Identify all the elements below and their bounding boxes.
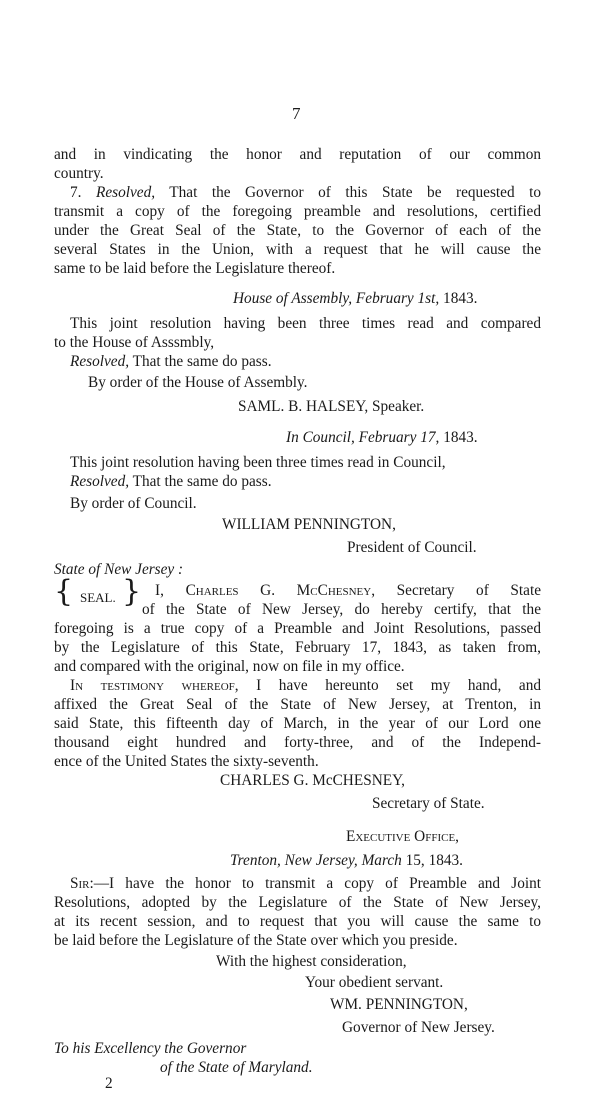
resolution-7-line-5: same to be laid before the Legislature thereof. bbox=[54, 260, 336, 277]
assembly-dateline bbox=[233, 289, 477, 308]
council-resolved-text: That the same do pass. bbox=[132, 473, 272, 490]
signature-mark: 2 bbox=[105, 1075, 113, 1092]
letter-closing-1: With the highest consideration, bbox=[216, 953, 407, 970]
testimony-phrase: In testimony whereof, bbox=[70, 677, 239, 694]
resolution-7-line-3: under the Great Seal of the State, to the Governor of each of the bbox=[54, 222, 541, 239]
council-order: By order of Council. bbox=[70, 495, 197, 512]
executive-office: Executive Office, bbox=[346, 828, 459, 845]
letter-dateline-text: Trenton, New Jersey, March bbox=[230, 852, 402, 869]
council-resolved bbox=[70, 472, 272, 491]
continuation-line-1: and in vindicating the honor and reputation of our common bbox=[54, 146, 541, 163]
letter-line-1 bbox=[70, 874, 541, 893]
page-number: 7 bbox=[292, 104, 301, 123]
letter-signer: WM. PENNINGTON, bbox=[330, 996, 468, 1013]
letter-line-4: be laid before the Legislature of the State over which you preside. bbox=[54, 932, 458, 949]
assembly-resolved bbox=[70, 352, 272, 371]
assembly-line-1: This joint resolution having been three times read and compared bbox=[70, 315, 541, 332]
certificate-line-3: foregoing is a true copy of a Preamble and Joint Resolutions, passed bbox=[54, 620, 541, 637]
seal-label: SEAL. bbox=[80, 590, 116, 605]
resolved-word: Resolved, bbox=[70, 353, 130, 370]
council-line-1: This joint resolution having been three times read in Council, bbox=[70, 454, 446, 471]
certificate-line-9: thousand eight hundred and forty-three, and of the Independ- bbox=[54, 734, 541, 751]
certificate-signer: CHARLES G. McCHESNEY, bbox=[220, 772, 405, 789]
council-year: 1843. bbox=[443, 429, 478, 446]
certificate-line-10: ence of the United States the sixty-seventh. bbox=[54, 753, 319, 770]
council-signer-title: President of Council. bbox=[347, 539, 477, 556]
resolved-word: Resolved, bbox=[96, 184, 156, 201]
certificate-state: State of New Jersey : bbox=[54, 561, 184, 578]
certificate-line-6-rest: I have hereunto set my hand, and bbox=[256, 677, 541, 694]
certificate-line-6 bbox=[70, 676, 541, 695]
letter-line-3: at its recent session, and to request that you will cause the same to bbox=[54, 913, 541, 930]
letter-date-rest: 15, 1843. bbox=[405, 852, 463, 869]
certificate-line-8: said State, this fifteenth day of March, in the year of our Lord one bbox=[54, 715, 541, 732]
certificate-line-2: of the State of New Jersey, do hereby certify, that the bbox=[142, 601, 541, 618]
council-signer: WILLIAM PENNINGTON, bbox=[222, 516, 396, 533]
certificate-line-5: and compared with the original, now on file in my office. bbox=[54, 658, 405, 675]
certificate-line-1 bbox=[155, 581, 541, 600]
certificate-name: Charles G. McChesney, bbox=[185, 582, 376, 599]
letter-signer-title: Governor of New Jersey. bbox=[342, 1019, 495, 1036]
addressee-line-2: of the State of Maryland. bbox=[160, 1059, 313, 1076]
assembly-dateline-text: House of Assembly, February 1st, bbox=[233, 290, 440, 307]
letter-dateline bbox=[230, 851, 463, 870]
assembly-year: 1843. bbox=[443, 290, 478, 307]
assembly-resolved-text: That the same do pass. bbox=[132, 353, 272, 370]
assembly-line-2: to the House of Asssmbly, bbox=[54, 334, 215, 351]
certificate-line-1-rest: Secretary of State bbox=[396, 582, 542, 599]
resolution-7-text: That the Governor of this State be requested to bbox=[169, 184, 542, 201]
resolution-number: 7. bbox=[70, 184, 82, 201]
letter-closing-2: Your obedient servant. bbox=[305, 974, 444, 991]
certificate-i: I, bbox=[155, 582, 164, 599]
resolved-word: Resolved, bbox=[70, 473, 130, 490]
certificate-signer-title: Secretary of State. bbox=[372, 795, 485, 812]
letter-line-2: Resolutions, adopted by the Legislature of the State of New Jersey, bbox=[54, 894, 541, 911]
continuation-line-2: country. bbox=[54, 165, 104, 182]
assembly-signer: SAML. B. HALSEY, Speaker. bbox=[238, 398, 425, 415]
addressee-line-1: To his Excellency the Governor bbox=[54, 1040, 247, 1057]
seal-brace-right: } bbox=[122, 574, 142, 609]
resolution-7-line-1 bbox=[70, 183, 541, 202]
resolution-7-line-2: transmit a copy of the foregoing preamble and resolutions, certified bbox=[54, 203, 541, 220]
seal-brace-left: { bbox=[54, 574, 74, 609]
letter-line-1-rest: :—I have the honor to transmit a copy of Preamble and Joint bbox=[89, 875, 541, 892]
salutation: Sir bbox=[70, 875, 90, 892]
resolution-7-line-4: several States in the Union, with a request that he will cause the bbox=[54, 241, 541, 258]
council-dateline bbox=[286, 428, 478, 447]
certificate-line-4: by the Legislature of this State, February 17, 1843, as taken from, bbox=[54, 639, 541, 656]
council-dateline-text: In Council, February 17, bbox=[286, 429, 440, 446]
certificate-line-7: affixed the Great Seal of the State of New Jersey, at Trenton, in bbox=[54, 696, 541, 713]
assembly-order: By order of the House of Assembly. bbox=[88, 374, 308, 391]
